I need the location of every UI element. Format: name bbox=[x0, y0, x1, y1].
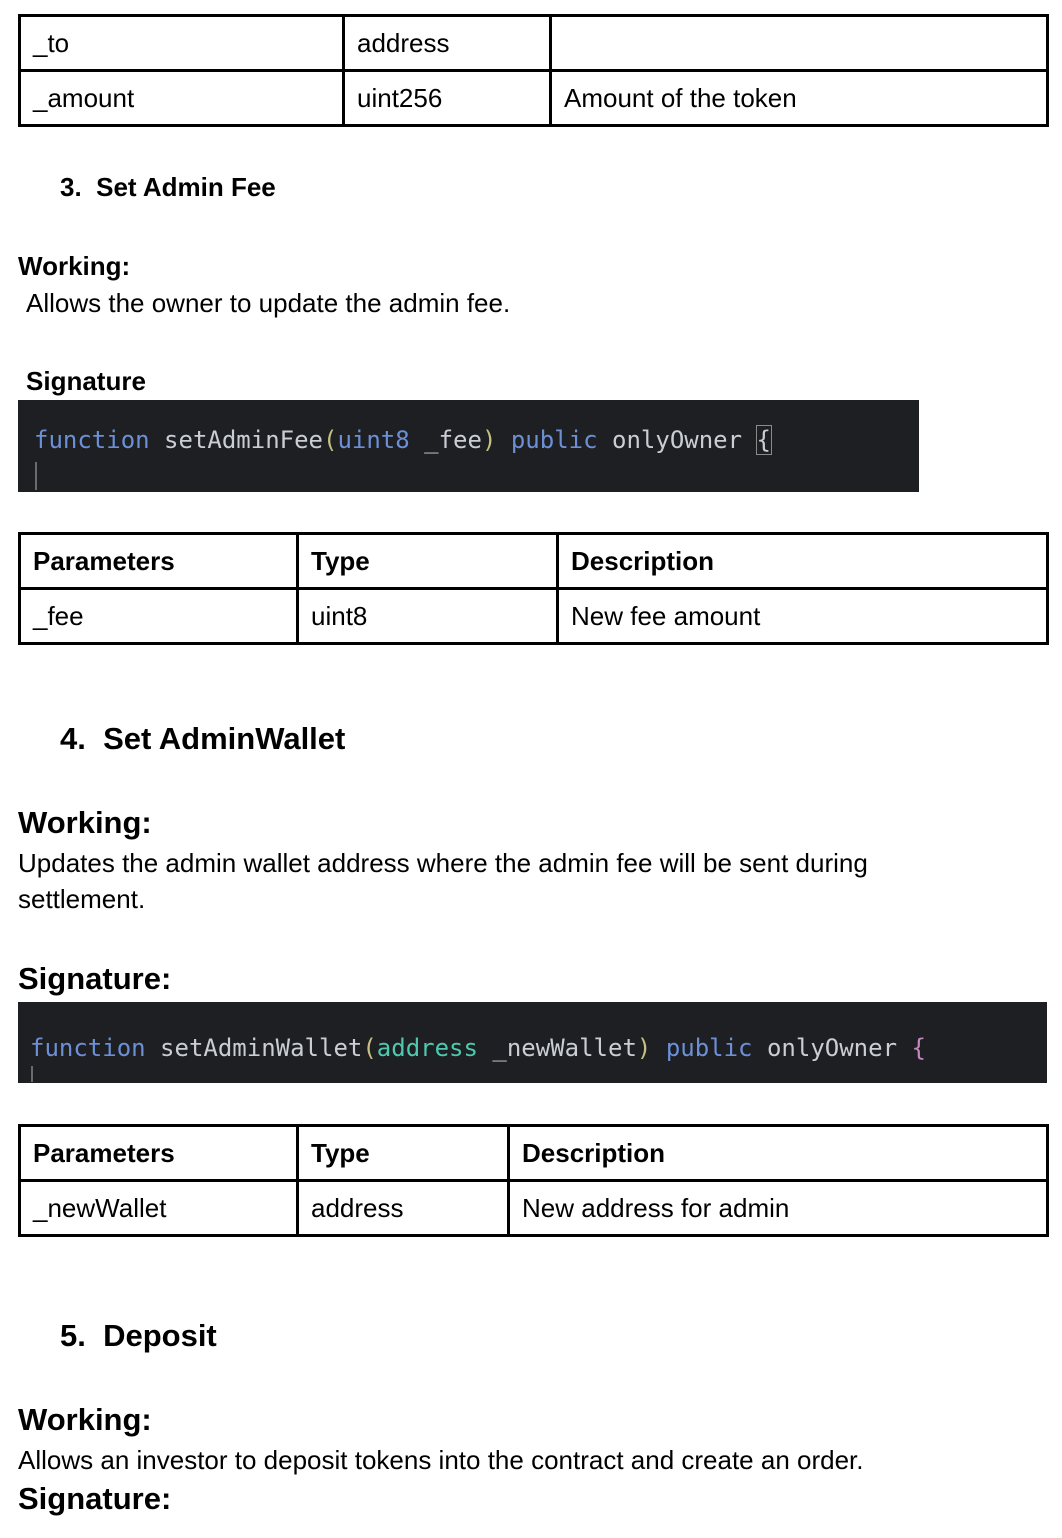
code-arg-name: _newWallet bbox=[492, 1034, 637, 1062]
code-keyword-function: function bbox=[30, 1034, 146, 1062]
section-heading-set-admin-fee: 3. Set Admin Fee bbox=[60, 172, 276, 202]
text-cursor bbox=[31, 1066, 33, 1082]
params-table-set-admin-fee bbox=[18, 532, 1049, 645]
param-desc-cell: New address for admin bbox=[509, 1181, 1048, 1236]
param-type-cell: uint8 bbox=[298, 589, 558, 644]
code-brace: { bbox=[911, 1034, 926, 1062]
param-desc-cell: Amount of the token bbox=[551, 71, 1048, 126]
header-type: Type bbox=[298, 1126, 509, 1181]
code-arg-type: address bbox=[376, 1034, 478, 1062]
signature-label: Signature: bbox=[18, 1481, 172, 1516]
table-row bbox=[20, 71, 1048, 126]
working-label: Working: bbox=[18, 1402, 152, 1437]
header-parameters: Parameters bbox=[20, 1126, 298, 1181]
header-parameters: Parameters bbox=[20, 534, 298, 589]
param-desc-cell: New fee amount bbox=[558, 589, 1048, 644]
header-type: Type bbox=[298, 534, 558, 589]
table-header-row bbox=[20, 1126, 1048, 1181]
header-description: Description bbox=[558, 534, 1048, 589]
param-type-cell: address bbox=[344, 16, 551, 71]
table-row bbox=[20, 1181, 1048, 1236]
working-description: Allows an investor to deposit tokens into the contract and create an order. bbox=[18, 1445, 864, 1475]
param-type-cell: address bbox=[298, 1181, 509, 1236]
working-description bbox=[18, 845, 868, 917]
signature-label: Signature: bbox=[18, 961, 172, 996]
param-type-cell: uint256 bbox=[344, 71, 551, 126]
working-description-line: Updates the admin wallet address where the admin fee will be sent during bbox=[18, 848, 868, 878]
code-keyword-function: function bbox=[34, 426, 150, 454]
table-header-row bbox=[20, 534, 1048, 589]
section-heading-deposit: 5. Deposit bbox=[60, 1318, 217, 1353]
code-modifier: onlyOwner bbox=[612, 426, 743, 454]
code-brace: { bbox=[756, 426, 771, 454]
code-line bbox=[30, 1034, 926, 1062]
code-modifier: onlyOwner bbox=[766, 1034, 898, 1062]
param-desc-cell bbox=[551, 16, 1048, 71]
code-arg-type: uint8 bbox=[337, 426, 410, 454]
param-name-cell: _newWallet bbox=[20, 1181, 298, 1236]
code-visibility: public bbox=[510, 426, 598, 454]
code-function-name: setAdminWallet bbox=[160, 1034, 363, 1062]
params-table-continued bbox=[18, 14, 1049, 127]
working-description-line: settlement. bbox=[18, 884, 146, 914]
code-block-set-admin-fee bbox=[18, 400, 919, 492]
code-paren: ( bbox=[362, 1034, 377, 1062]
params-table-set-admin-wallet bbox=[18, 1124, 1049, 1237]
table-row bbox=[20, 589, 1048, 644]
working-description: Allows the owner to update the admin fee. bbox=[26, 288, 511, 318]
code-visibility: public bbox=[665, 1034, 753, 1062]
table-row bbox=[20, 16, 1048, 71]
code-paren: ) bbox=[481, 426, 497, 454]
param-name-cell: _fee bbox=[20, 589, 298, 644]
code-paren: ( bbox=[323, 426, 338, 454]
signature-label: Signature bbox=[26, 366, 146, 396]
code-line bbox=[34, 426, 771, 454]
working-label: Working: bbox=[18, 805, 152, 840]
working-label: Working: bbox=[18, 251, 131, 281]
param-name-cell: _to bbox=[20, 16, 344, 71]
section-heading-set-admin-wallet: 4. Set AdminWallet bbox=[60, 721, 346, 756]
code-arg-name: _fee bbox=[424, 426, 482, 454]
header-description: Description bbox=[509, 1126, 1048, 1181]
code-paren: ) bbox=[636, 1034, 652, 1062]
param-name-cell: _amount bbox=[20, 71, 344, 126]
code-function-name: setAdminFee bbox=[164, 426, 323, 454]
code-block-set-admin-wallet bbox=[18, 1002, 1047, 1083]
text-cursor bbox=[35, 462, 37, 490]
